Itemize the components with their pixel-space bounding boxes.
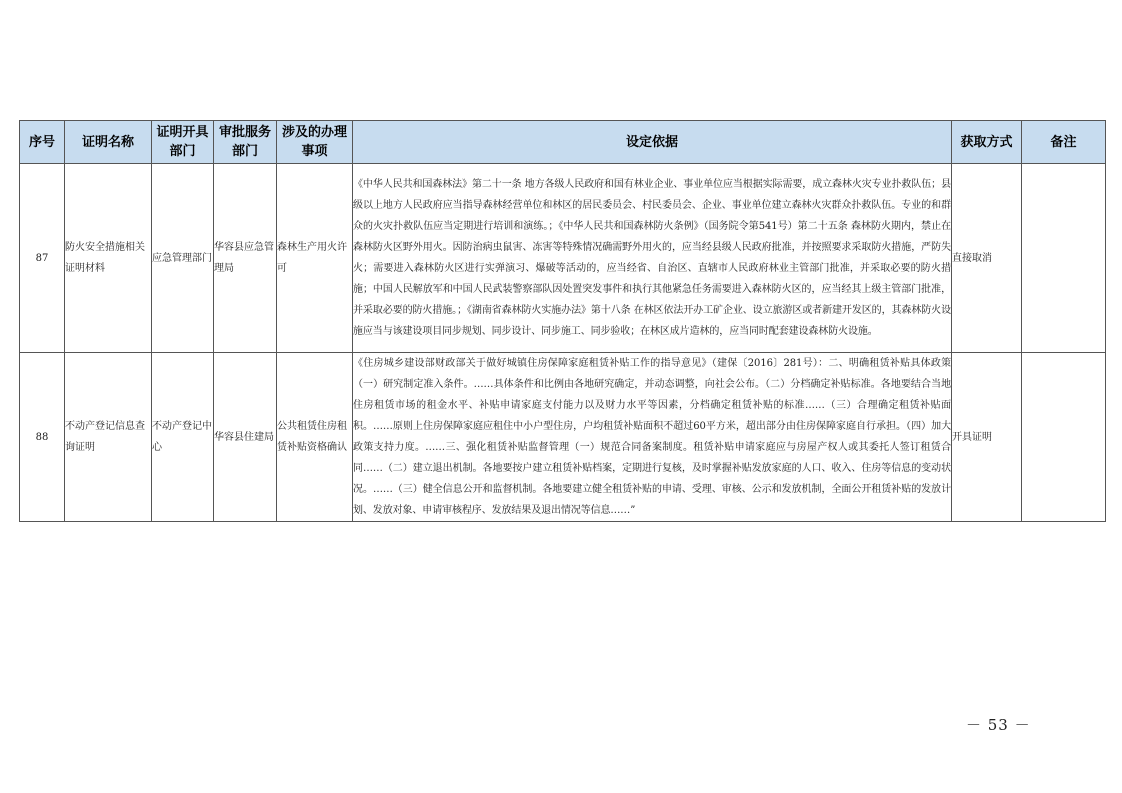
- header-no: 序号: [20, 121, 65, 164]
- header-issuer: 证明开具部门: [152, 121, 214, 164]
- certificate-table: [19, 120, 1106, 522]
- remark: [1022, 164, 1106, 353]
- header-name: 证明名称: [65, 121, 152, 164]
- issuing-department: 应急管理部门: [152, 164, 214, 353]
- header-method: 获取方式: [952, 121, 1022, 164]
- header-approver: 审批服务部门: [214, 121, 277, 164]
- header-matter: 涉及的办理事项: [277, 121, 353, 164]
- remark: [1022, 353, 1106, 522]
- approval-department: 华容县应急管理局: [214, 164, 277, 353]
- table-row: [20, 353, 1106, 522]
- row-no: 88: [20, 353, 65, 522]
- header-remark: 备注: [1022, 121, 1106, 164]
- table-header-row: [20, 121, 1106, 164]
- page-number: － 53 －: [966, 716, 1031, 734]
- certificate-name: 不动产登记信息查询证明: [65, 353, 152, 522]
- legal-basis: 《中华人民共和国森林法》第二十一条 地方各级人民政府和国有林业企业、事业单位应当根据实际需要，成立森林火灾专业扑救队伍；县级以上地方人民政府应当指导森林经营单位和林区的居民委员会、村民委员会、企业、事业单位建立森林火灾群众扑救队伍。专业的和群众的火灾扑救队伍应当定期进行培训和演练。；《中华人民共和国森林防火条例》（国务院令第541号）第二十五条 森林防火期内，禁止在森林防火区野外用火。因防治病虫鼠害、冻害等特殊情况确需野外用火的，应当经县级人民政府批准，并按照要求采取防火措施，严防失火；需要进入森林防火区进行实弹演习、爆破等活动的，应当经省、自治区、直辖市人民政府林业主管部门批准，并采取必要的防火措施；中国人民解放军和中国人民武装警察部队因处置突发事件和执行其他紧急任务需要进入森林防火区的，应当经其上级主管部门批准，并采取必要的防火措施。；《湖南省森林防火实施办法》第十八条 在林区依法开办工矿企业、设立旅游区或者新建开发区的，其森林防火设施应当与该建设项目同步规划、同步设计、同步施工、同步验收；在林区成片造林的，应当同时配套建设森林防火设施。: [353, 164, 952, 353]
- acquisition-method: 开具证明: [952, 353, 1022, 522]
- header-basis: 设定依据: [353, 121, 952, 164]
- row-no: 87: [20, 164, 65, 353]
- table-row: [20, 164, 1106, 353]
- related-matter: 公共租赁住房租赁补贴资格确认: [277, 353, 353, 522]
- legal-basis: 《住房城乡建设部财政部关于做好城镇住房保障家庭租赁补贴工作的指导意见》（建保〔2016〕281号）：二、明确租赁补贴具体政策（一）研究制定准入条件。……具体条件和比例由各地研究确定，并动态调整，向社会公布。（二）分档确定补贴标准。各地要结合当地住房租赁市场的租金水平、补贴申请家庭支付能力以及财力水平等因素，分档确定租赁补贴的标准……（三）合理确定租赁补贴面积。……原则上住房保障家庭应租住中小户型住房，户均租赁补贴面积不超过60平方米，超出部分由住房保障家庭自行承担。（四）加大政策支持力度。……三、强化租赁补贴监督管理（一）规范合同备案制度。租赁补贴申请家庭应与房屋产权人或其委托人签订租赁合同……（二）建立退出机制。各地要按户建立租赁补贴档案，定期进行复核，及时掌握补贴发放家庭的人口、收入、住房等信息的变动状况。……（三）健全信息公开和监督机制。各地要建立健全租赁补贴的申请、受理、审核、公示和发放机制，全面公开租赁补贴的发放计划、发放对象、申请审核程序、发放结果及退出情况等信息……”: [353, 353, 952, 522]
- certificate-name: 防火安全措施相关证明材料: [65, 164, 152, 353]
- acquisition-method: 直接取消: [952, 164, 1022, 353]
- issuing-department: 不动产登记中心: [152, 353, 214, 522]
- related-matter: 森林生产用火许可: [277, 164, 353, 353]
- approval-department: 华容县住建局: [214, 353, 277, 522]
